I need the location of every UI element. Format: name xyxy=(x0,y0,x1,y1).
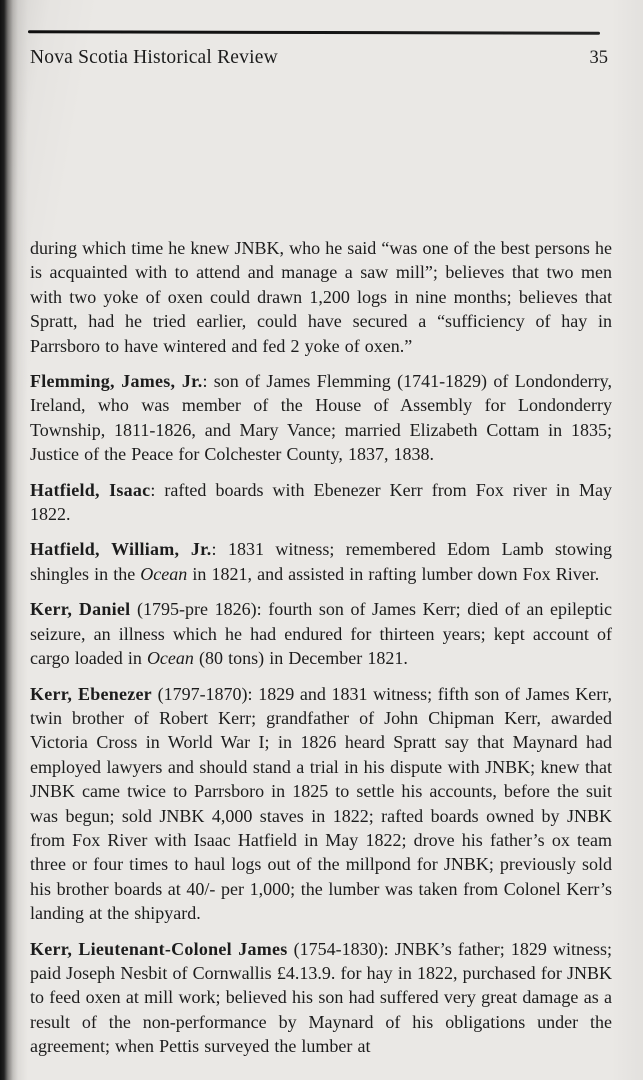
paragraph-5 xyxy=(30,597,612,670)
text-segment-normal: : rafted boards with Ebenezer Kerr from Fox river in May 1822. xyxy=(30,479,612,525)
text-segment-bold: Kerr, Daniel xyxy=(30,599,131,620)
text-segment-normal: (1795-pre 1826): fourth son of James Kerr; died of an epileptic seizure, an illness which he had endured for thirteen years; kept account of cargo loaded in xyxy=(30,599,613,669)
text-segment-bold: Kerr, Ebenezer xyxy=(30,683,152,704)
paragraph-7 xyxy=(30,937,612,1059)
page-header xyxy=(30,47,608,69)
paragraph-4 xyxy=(30,537,612,586)
text-segment-normal: (80 tons) in December 1821. xyxy=(193,648,408,669)
text-segment-normal: : son of James Flemming (1741-1829) of Londonderry, Ireland, who was member of the House of Assembly for Londonderry Township, 1811-1826, and Mary Vance; married Elizabeth Cottam in 1835; Justice of the Peace for Colchester County, 1837, 1838. xyxy=(30,371,612,465)
text-segment-normal: (1797-1870): 1829 and 1831 witness; fifth son of James Kerr, twin brother of Robert Kerr; grandfather of John Chipman Kerr, awarded Victoria Cross in World War I; in 1826 heard Spratt say that Maynard had employed lawyers and should stand a trial in his dispute with JNBK; knew that JNBK came twice to Parrsboro in 1825 to settle his accounts, before the suit was begun; sold JNBK 4,000 staves in 1822; rafted boards owned by JNBK from Fox River with Isaac Hatfield in May 1822; drove his father’s ox team three or four times to haul logs out of the millpond for JNBK; previously sold his brother boards at 40/- per 1,000; the lumber was taken from Colonel Kerr’s landing at the shipyard. xyxy=(30,683,613,924)
paragraph-2 xyxy=(30,369,612,467)
text-segment-normal: : 1831 witness; remembered Edom Lamb stowing shingles in the xyxy=(30,539,612,584)
text-segment-normal: in 1821, and assisted in rafting lumber down Fox River. xyxy=(187,563,600,584)
journal-title: Nova Scotia Historical Review xyxy=(30,47,278,68)
text-segment-bold: Hatfield, Isaac xyxy=(30,479,151,500)
paragraph-3 xyxy=(30,478,612,527)
text-segment-bold: Hatfield, William, Jr. xyxy=(30,539,212,560)
page-number: 35 xyxy=(589,48,608,68)
paragraph-6 xyxy=(30,682,612,926)
text-segment-normal: (1754-1830): JNBK’s father; 1829 witness; paid Joseph Nesbit of Cornwallis £4.13.9. for hay in 1822, purchased for JNBK to feed oxen at mill work; believed his son had suffered very great damage as a result of the non-performance by Maynard of his obligations under the agreement; when Pettis surveyed the lumber at xyxy=(30,938,612,1057)
scan-edge-shadow xyxy=(0,0,28,1080)
body-text xyxy=(30,236,612,1070)
text-segment-bold: Kerr, Lieutenant-Colonel James xyxy=(30,938,288,959)
paragraph-1 xyxy=(30,236,612,358)
text-segment-italic: Ocean xyxy=(146,648,194,669)
text-segment-italic: Ocean xyxy=(140,563,188,584)
text-segment-bold: Flemming, James, Jr. xyxy=(30,371,203,392)
text-segment-normal: during which time he knew JNBK, who he said “was one of the best persons he is acquainted with to attend and manage a saw mill”; believes that two men with two yoke of oxen could drawn 1,200 logs in nine months; believes that Spratt, had he tried earlier, could have secured a “sufficiency of hay in Parrsboro to have wintered and fed 2 yoke of oxen.” xyxy=(30,238,612,356)
header-rule xyxy=(28,30,600,34)
